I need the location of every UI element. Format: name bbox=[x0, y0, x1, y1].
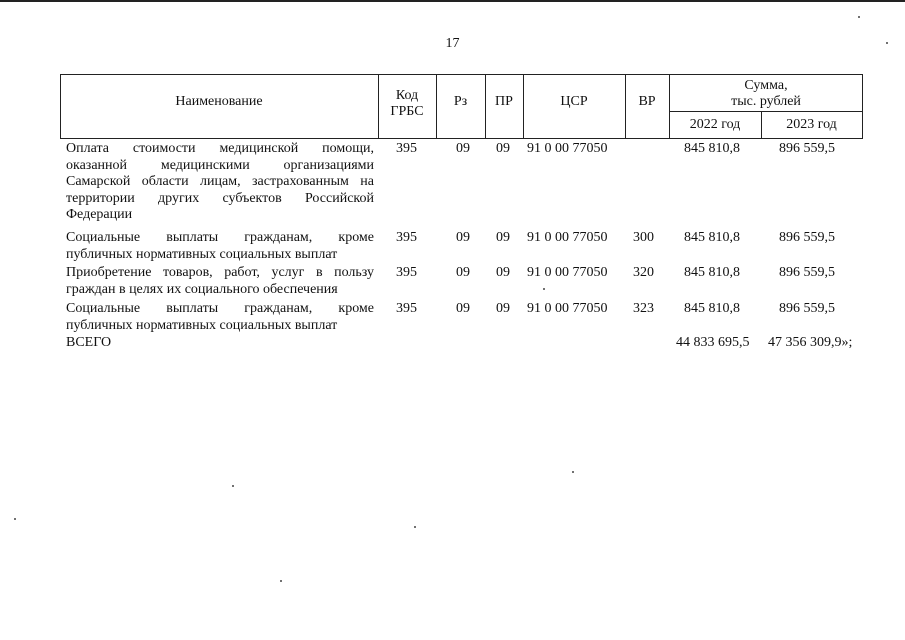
row-sum-2023: 896 559,5 bbox=[779, 265, 835, 280]
row-csr: 91 0 00 77050 bbox=[527, 141, 608, 156]
scan-speck bbox=[858, 16, 860, 18]
header-code bbox=[378, 88, 436, 120]
header-vr: ВР bbox=[638, 94, 656, 109]
top-rule bbox=[0, 0, 905, 2]
row-sum-2022: 845 810,8 bbox=[684, 230, 740, 245]
header-bottom-border bbox=[60, 138, 863, 139]
row-csr: 91 0 00 77050 bbox=[527, 230, 608, 245]
row-name: Социальные выплаты гражданам, кроме публичных нормативных социальных выплат bbox=[66, 230, 374, 262]
header-name: Наименование bbox=[175, 94, 263, 109]
scan-speck bbox=[232, 485, 234, 487]
header-sum bbox=[669, 78, 863, 110]
row-csr: 91 0 00 77050 bbox=[527, 301, 608, 316]
row-sum-2023: 896 559,5 bbox=[779, 141, 835, 156]
row-sum-2022: 845 810,8 bbox=[684, 141, 740, 156]
scan-speck bbox=[543, 288, 545, 290]
row-rz: 09 bbox=[456, 301, 470, 316]
row-vr: 320 bbox=[633, 265, 654, 280]
row-sum-2022: 845 810,8 bbox=[684, 301, 740, 316]
row-pr: 09 bbox=[496, 301, 510, 316]
header-code-line2: ГРБС bbox=[390, 104, 424, 119]
row-vr: 300 bbox=[633, 230, 654, 245]
row-name: Социальные выплаты гражданам, кроме публичных нормативных социальных выплат bbox=[66, 301, 374, 333]
header-year-2022: 2022 год bbox=[689, 117, 741, 132]
header-csr: ЦСР bbox=[560, 94, 588, 109]
scan-speck bbox=[280, 580, 282, 582]
header-rz: Рз bbox=[453, 94, 468, 109]
row-rz: 09 bbox=[456, 265, 470, 280]
header-pr: ПР bbox=[495, 94, 513, 109]
row-grbs: 395 bbox=[396, 141, 417, 156]
scan-speck bbox=[14, 518, 16, 520]
row-pr: 09 bbox=[496, 265, 510, 280]
header-sum-line2: тыс. рублей bbox=[731, 94, 801, 109]
scan-speck bbox=[886, 42, 888, 44]
header-top-border bbox=[60, 74, 863, 75]
row-grbs: 395 bbox=[396, 230, 417, 245]
page-number: 17 bbox=[445, 36, 460, 51]
scan-speck bbox=[572, 471, 574, 473]
row-sum-2023: 896 559,5 bbox=[779, 301, 835, 316]
row-sum-2022: 845 810,8 bbox=[684, 265, 740, 280]
header-code-line1: Код bbox=[395, 88, 419, 103]
row-csr: 91 0 00 77050 bbox=[527, 265, 608, 280]
table-header bbox=[60, 74, 863, 139]
row-pr: 09 bbox=[496, 141, 510, 156]
row-name: Приобретение товаров, работ, услуг в пользу граждан в целях их социального обеспечения bbox=[66, 265, 374, 297]
total-label: ВСЕГО bbox=[66, 335, 112, 350]
total-sum-2022: 44 833 695,5 bbox=[676, 335, 750, 350]
row-grbs: 395 bbox=[396, 265, 417, 280]
row-pr: 09 bbox=[496, 230, 510, 245]
row-sum-2023: 896 559,5 bbox=[779, 230, 835, 245]
header-year-2023: 2023 год bbox=[786, 117, 837, 132]
scan-speck bbox=[414, 526, 416, 528]
total-sum-2023: 47 356 309,9»; bbox=[768, 335, 853, 350]
row-rz: 09 bbox=[456, 141, 470, 156]
row-vr: 323 bbox=[633, 301, 654, 316]
sum-divider bbox=[669, 111, 863, 112]
header-sum-line1: Сумма, bbox=[744, 78, 788, 93]
row-grbs: 395 bbox=[396, 301, 417, 316]
row-name: Оплата стоимости медицинской помощи, оказанной медицинскими организациями Самарской области лицам, застрахованным на территории других субъектов Российской Федерации bbox=[66, 141, 374, 222]
row-rz: 09 bbox=[456, 230, 470, 245]
